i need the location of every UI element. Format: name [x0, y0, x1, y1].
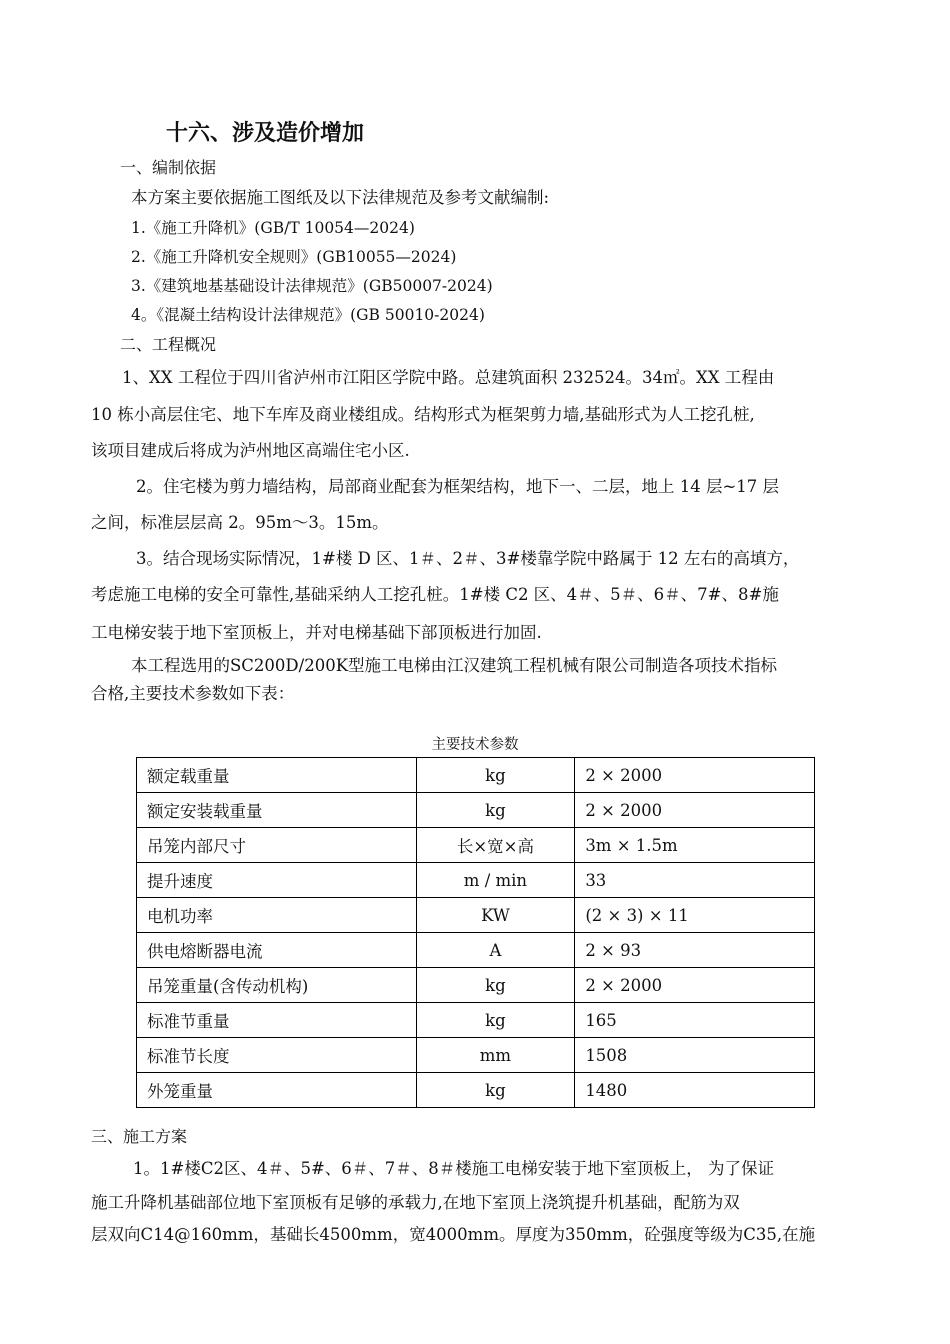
- unit-cell: kg: [416, 1073, 575, 1108]
- overview-line: 考虑施工电梯的安全可靠性,基础采纳人工挖孔桩。1#楼 C2 区、4＃、5＃、6＃、7#、8#施: [91, 585, 779, 604]
- table-row: [137, 933, 815, 968]
- plan-line: 1。1#楼C2区、4＃、5#、6＃、7＃、8＃楼施工电梯安装于地下室顶板上， 为了保证: [133, 1159, 775, 1178]
- unit-cell: kg: [416, 758, 575, 793]
- overview-line: 该项目建成后将成为泸州地区高端住宅小区.: [91, 441, 410, 460]
- overview-line: 10 栋小高层住宅、地下车库及商业楼组成。结构形式为框架剪力墙,基础形式为人工挖孔桩,: [91, 405, 755, 424]
- reference-item: 1.《施工升降机》(GB/T 10054—2024): [131, 219, 415, 237]
- page-title: 十六、涉及造价增加: [166, 120, 365, 146]
- overview-line: 工电梯安装于地下室顶板上，并对电梯基础下部顶板进行加固.: [91, 623, 542, 642]
- overview-line: 合格,主要技术参数如下表：: [91, 684, 295, 703]
- overview-line: 2。住宅楼为剪力墙结构，局部商业配套为框架结构，地下一、二层，地上 14 层~17 层: [136, 477, 780, 496]
- value-cell: (2 × 3) × 11: [575, 898, 815, 933]
- unit-cell: kg: [416, 968, 575, 1003]
- plan-line: 施工升降机基础部位地下室顶板有足够的承载力,在地下室顶上浇筑提升机基础，配筋为双: [91, 1193, 740, 1212]
- param-name-cell: 吊笼内部尺寸: [137, 828, 417, 863]
- unit-cell: m / min: [416, 863, 575, 898]
- overview-line: 本工程选用的SC200D/200K型施工电梯由江汉建筑工程机械有限公司制造各项技术指标: [131, 656, 778, 675]
- value-cell: 33: [575, 863, 815, 898]
- unit-cell: mm: [416, 1038, 575, 1073]
- plan-line: 层双向C14@160mm，基础长4500mm，宽4000mm。厚度为350mm，砼强度等级为C35,在施: [91, 1225, 816, 1244]
- table-row: [137, 1038, 815, 1073]
- value-cell: 2 × 2000: [575, 793, 815, 828]
- table-row: [137, 793, 815, 828]
- value-cell: 3m × 1.5m: [575, 828, 815, 863]
- param-name-cell: 电机功率: [137, 898, 417, 933]
- overview-line: 3。结合现场实际情况，1#楼 D 区、1＃、2＃、3#楼靠学院中路属于 12 左右的高填方，: [136, 549, 800, 568]
- param-name-cell: 外笼重量: [137, 1073, 417, 1108]
- unit-cell: A: [416, 933, 575, 968]
- param-name-cell: 提升速度: [137, 863, 417, 898]
- unit-cell: KW: [416, 898, 575, 933]
- value-cell: 1508: [575, 1038, 815, 1073]
- table-row: [137, 863, 815, 898]
- table-row: [137, 968, 815, 1003]
- value-cell: 2 × 2000: [575, 968, 815, 1003]
- value-cell: 2 × 93: [575, 933, 815, 968]
- section-heading-overview: 二、工程概况: [120, 335, 217, 354]
- overview-line: 1、XX 工程位于四川省泸州市江阳区学院中路。总建筑面积 232524。34㎡。XX 工程由: [122, 368, 775, 387]
- table-row: [137, 1073, 815, 1108]
- table-row: [137, 758, 815, 793]
- section-heading-basis: 一、编制依据: [120, 158, 217, 177]
- value-cell: 2 × 2000: [575, 758, 815, 793]
- reference-item: 4。《混凝土结构设计法律规范》(GB 50010-2024): [131, 306, 485, 324]
- reference-item: 2.《施工升降机安全规则》(GB10055—2024): [131, 248, 457, 266]
- unit-cell: kg: [416, 793, 575, 828]
- param-name-cell: 吊笼重量(含传动机构): [137, 968, 417, 1003]
- value-cell: 165: [575, 1003, 815, 1038]
- section-heading-plan: 三、施工方案: [91, 1127, 188, 1146]
- value-cell: 1480: [575, 1073, 815, 1108]
- basis-intro: 本方案主要依据施工图纸及以下法律规范及参考文献编制:: [131, 188, 550, 207]
- table-row: [137, 898, 815, 933]
- spec-table: [136, 757, 815, 1108]
- param-name-cell: 额定载重量: [137, 758, 417, 793]
- param-name-cell: 标准节长度: [137, 1038, 417, 1073]
- param-name-cell: 额定安装载重量: [137, 793, 417, 828]
- param-name-cell: 标准节重量: [137, 1003, 417, 1038]
- unit-cell: 长×宽×高: [416, 828, 575, 863]
- table-row: [137, 1003, 815, 1038]
- param-name-cell: 供电熔断器电流: [137, 933, 417, 968]
- reference-item: 3.《建筑地基基础设计法律规范》(GB50007-2024): [131, 277, 493, 295]
- unit-cell: kg: [416, 1003, 575, 1038]
- overview-line: 之间，标准层层高 2。95m～3。15m。: [91, 513, 389, 532]
- table-caption: 主要技术参数: [431, 737, 519, 753]
- table-row: [137, 828, 815, 863]
